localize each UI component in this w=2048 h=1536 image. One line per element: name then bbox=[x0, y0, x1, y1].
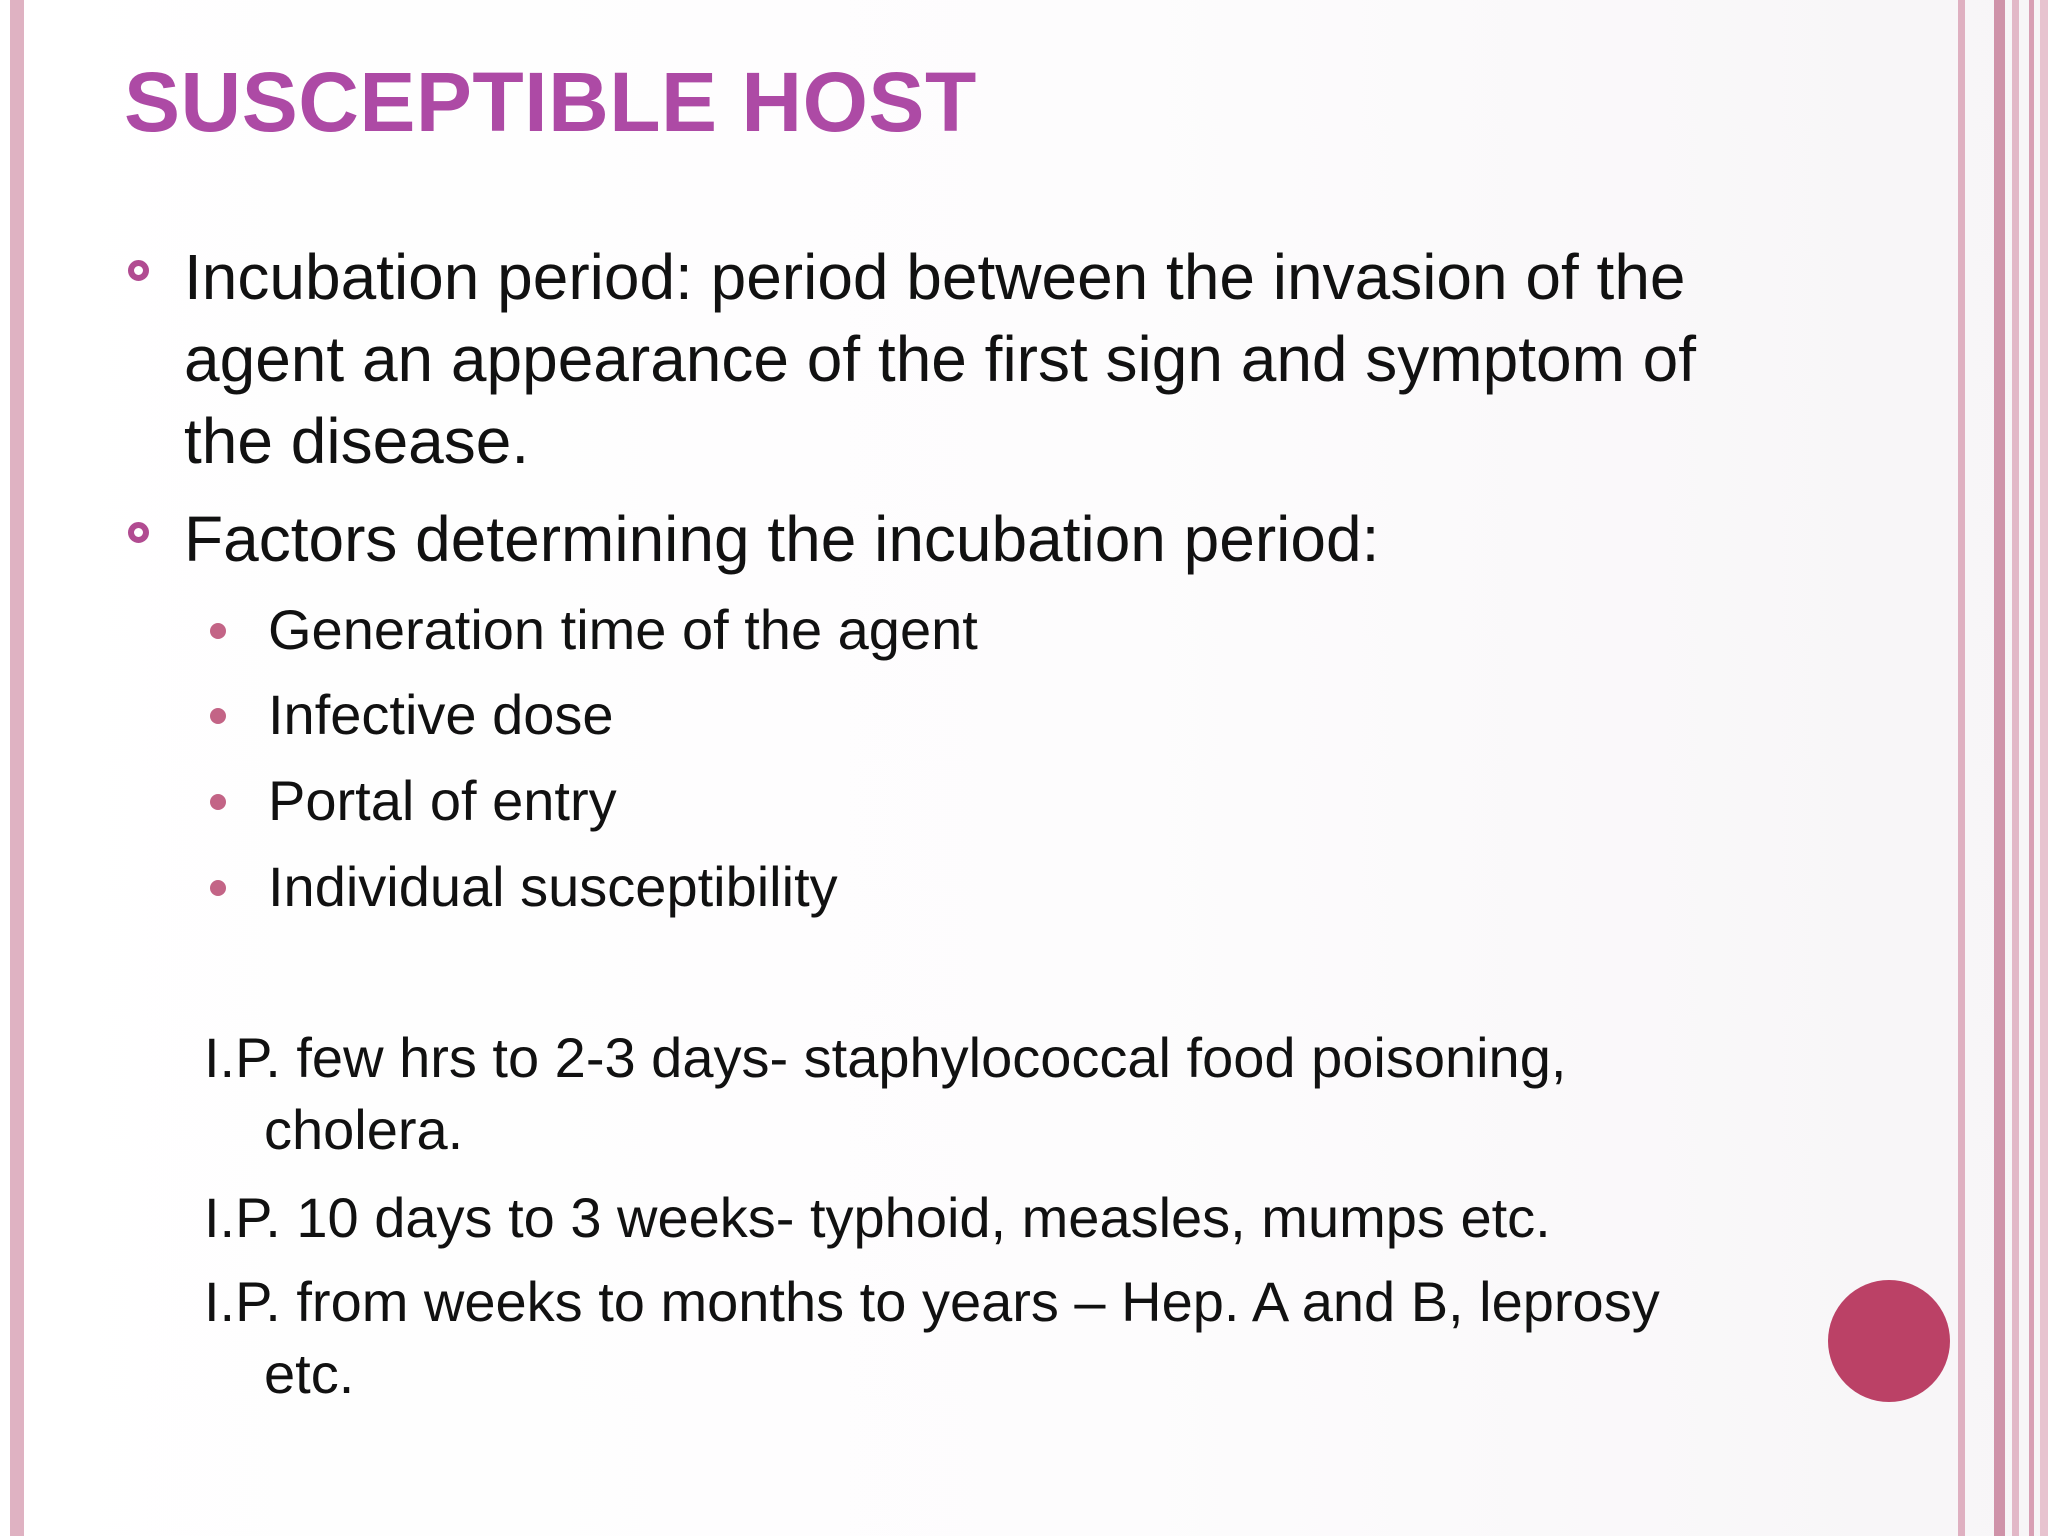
dot-bullet-icon bbox=[210, 880, 226, 896]
dot-bullet-icon bbox=[210, 794, 226, 810]
stripe bbox=[1958, 0, 1965, 1536]
slide-title: SUSCEPTIBLE HOST bbox=[124, 55, 977, 149]
hollow-circle-bullet-icon bbox=[128, 260, 149, 281]
stripe bbox=[2029, 0, 2034, 1536]
sub-bullet-text: Generation time of the agent bbox=[268, 598, 978, 661]
stripe bbox=[1994, 0, 2005, 1536]
bullet-text: Incubation period: period between the invasion of the agent an appearance of the first sign and symptom of the disease. bbox=[184, 241, 1697, 477]
ip-example-medium: I.P. 10 days to 3 weeks- typhoid, measles, mumps etc. bbox=[204, 1186, 1551, 1249]
accent-circle bbox=[1828, 1280, 1950, 1402]
left-border-bar bbox=[10, 0, 24, 1536]
stripe bbox=[2040, 0, 2048, 1536]
dot-bullet-icon bbox=[210, 623, 226, 639]
right-decorative-stripes bbox=[1958, 0, 2048, 1536]
sub-bullet-generation-time bbox=[210, 595, 1660, 665]
hollow-circle-bullet-icon bbox=[128, 522, 149, 543]
sub-bullet-text: Infective dose bbox=[268, 683, 614, 746]
ip-example-short: I.P. few hrs to 2-3 days- staphylococcal food poisoning, cholera. bbox=[204, 1026, 1567, 1161]
sub-bullet-infective-dose bbox=[210, 680, 1660, 750]
sub-bullet-text: Individual susceptibility bbox=[268, 855, 838, 918]
stripe bbox=[2012, 0, 2019, 1536]
dot-bullet-icon bbox=[210, 708, 226, 724]
bullet-incubation-period bbox=[124, 236, 1704, 482]
sub-bullet-individual-susceptibility bbox=[210, 852, 1660, 922]
sub-bullet-portal-of-entry bbox=[210, 766, 1660, 836]
ip-example-long: I.P. from weeks to months to years – Hep. A and B, leprosy etc. bbox=[204, 1270, 1660, 1405]
sub-bullet-text: Portal of entry bbox=[268, 769, 617, 832]
bullet-text: Factors determining the incubation period: bbox=[184, 503, 1380, 575]
bullet-factors bbox=[124, 498, 1704, 580]
